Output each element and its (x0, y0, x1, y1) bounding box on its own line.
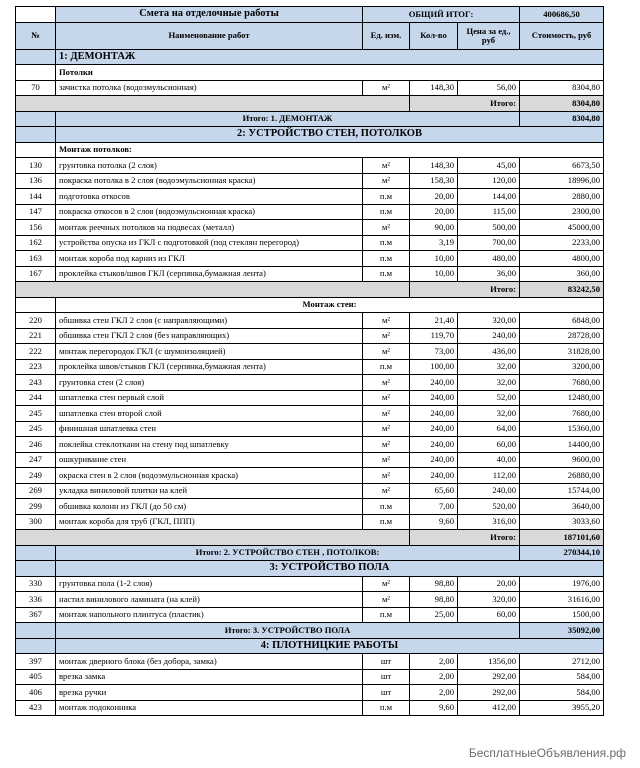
row-quantity: 2,00 (410, 685, 458, 701)
row-cost: 18996,00 (520, 173, 604, 189)
section-total-label: Итого: 2. УСТРОЙСТВО СТЕН , ПОТОЛКОВ: (56, 545, 520, 561)
row-cost: 6673,50 (520, 158, 604, 174)
row-cost: 26880,00 (520, 468, 604, 484)
row-number: 247 (16, 452, 56, 468)
section-spacer (16, 561, 56, 577)
row-name: покраска откосов в 2 слоя (водоэмульсионная краска) (56, 204, 363, 220)
watermark: БесплатныеОбъявления.рф (468, 746, 626, 760)
subtotal-label: Итого: (410, 530, 520, 546)
row-number: 156 (16, 220, 56, 236)
row-price: 120,00 (458, 173, 520, 189)
row-unit: п.м (363, 499, 410, 515)
table-row (16, 685, 604, 701)
row-quantity: 240,00 (410, 437, 458, 453)
row-quantity: 10,00 (410, 266, 458, 282)
row-unit: п.м (363, 700, 410, 716)
row-unit: п.м (363, 189, 410, 205)
row-cost: 28728,00 (520, 328, 604, 344)
row-unit: м² (363, 576, 410, 592)
row-cost: 1976,00 (520, 576, 604, 592)
row-price: 60,00 (458, 607, 520, 623)
grand-total-value: 400686,50 (520, 7, 604, 23)
row-price: 1356,00 (458, 654, 520, 670)
estimate-table (15, 6, 604, 716)
row-price: 32,00 (458, 406, 520, 422)
section-total-row (16, 545, 604, 561)
group-title: Потолки (56, 65, 604, 81)
section-header (16, 638, 604, 654)
row-cost: 9600,00 (520, 452, 604, 468)
header-number: № (16, 22, 56, 49)
table-row (16, 437, 604, 453)
row-unit: м² (363, 173, 410, 189)
row-quantity: 21,40 (410, 313, 458, 329)
section-total-value: 270344,10 (520, 545, 604, 561)
row-price: 32,00 (458, 375, 520, 391)
table-row (16, 700, 604, 716)
row-cost: 14400,00 (520, 437, 604, 453)
row-name: поклейка стеклоткани на стену под шпатлевку (56, 437, 363, 453)
row-price: 436,00 (458, 344, 520, 360)
row-number: 220 (16, 313, 56, 329)
grand-total-label: ОБЩИЙ ИТОГ: (363, 7, 520, 23)
row-unit: м² (363, 468, 410, 484)
row-price: 700,00 (458, 235, 520, 251)
subtotal-spacer (16, 96, 410, 112)
row-number: 367 (16, 607, 56, 623)
table-row (16, 189, 604, 205)
row-quantity: 100,00 (410, 359, 458, 375)
total-spacer (16, 623, 56, 639)
row-cost: 15744,00 (520, 483, 604, 499)
table-row (16, 204, 604, 220)
row-number: 130 (16, 158, 56, 174)
row-unit: м² (363, 158, 410, 174)
row-price: 20,00 (458, 576, 520, 592)
row-price: 45,00 (458, 158, 520, 174)
section-total-row (16, 623, 604, 639)
row-cost: 2233,00 (520, 235, 604, 251)
row-cost: 31828,00 (520, 344, 604, 360)
table-row (16, 266, 604, 282)
row-quantity: 158,30 (410, 173, 458, 189)
row-quantity: 148,30 (410, 80, 458, 96)
row-price: 240,00 (458, 483, 520, 499)
subtotal-label: Итого: (410, 282, 520, 298)
row-name: монтаж напольного плинтуса (пластик) (56, 607, 363, 623)
row-name: врезка ручки (56, 685, 363, 701)
row-quantity: 10,00 (410, 251, 458, 267)
row-unit: шт (363, 669, 410, 685)
section-total-label: Итого: 3. УСТРОЙСТВО ПОЛА (56, 623, 520, 639)
row-number: 246 (16, 437, 56, 453)
row-unit: п.м (363, 359, 410, 375)
row-number: 243 (16, 375, 56, 391)
row-cost: 7680,00 (520, 406, 604, 422)
subtotal-row (16, 530, 604, 546)
row-cost: 360,00 (520, 266, 604, 282)
table-row (16, 235, 604, 251)
section-title: 1: ДЕМОНТАЖ (56, 49, 604, 65)
subtotal-value: 187101,60 (520, 530, 604, 546)
row-cost: 8304,80 (520, 80, 604, 96)
section-title: 2: УСТРОЙСТВО СТЕН, ПОТОЛКОВ (56, 127, 604, 143)
row-price: 292,00 (458, 685, 520, 701)
row-name: грунтовка пола (1-2 слоя) (56, 576, 363, 592)
row-name: монтаж перегородок ГКЛ (с шумоизоляцией) (56, 344, 363, 360)
row-number: 221 (16, 328, 56, 344)
row-cost: 2712,00 (520, 654, 604, 670)
row-number: 244 (16, 390, 56, 406)
row-cost: 4800,00 (520, 251, 604, 267)
table-row (16, 251, 604, 267)
row-unit: м² (363, 483, 410, 499)
subtotal-row (16, 282, 604, 298)
row-name: грунтовка потолка (2 слоя) (56, 158, 363, 174)
row-name: зачистка потолка (водоэмульсионная) (56, 80, 363, 96)
row-name: врезка замка (56, 669, 363, 685)
row-number: 406 (16, 685, 56, 701)
row-name: монтаж реечных потолков на подвесах (металл) (56, 220, 363, 236)
row-price: 64,00 (458, 421, 520, 437)
group-spacer (16, 65, 56, 81)
row-price: 240,00 (458, 328, 520, 344)
row-name: финишная шпатлевка стен (56, 421, 363, 437)
table-row (16, 220, 604, 236)
row-number: 423 (16, 700, 56, 716)
row-name: обшивка колонн из ГКЛ (до 50 см) (56, 499, 363, 515)
row-cost: 584,00 (520, 669, 604, 685)
row-number: 299 (16, 499, 56, 515)
row-name: покраска потолка в 2 слоя (водоэмульсионная краска) (56, 173, 363, 189)
row-unit: шт (363, 654, 410, 670)
row-price: 52,00 (458, 390, 520, 406)
row-unit: п.м (363, 266, 410, 282)
row-unit: шт (363, 685, 410, 701)
header-unit: Ед. изм. (363, 22, 410, 49)
total-spacer (16, 545, 56, 561)
row-unit: м² (363, 80, 410, 96)
table-row (16, 359, 604, 375)
row-quantity: 3,19 (410, 235, 458, 251)
row-quantity: 240,00 (410, 421, 458, 437)
table-row (16, 375, 604, 391)
row-quantity: 7,00 (410, 499, 458, 515)
row-number: 222 (16, 344, 56, 360)
table-row (16, 592, 604, 608)
row-quantity: 119,70 (410, 328, 458, 344)
row-quantity: 240,00 (410, 468, 458, 484)
table-row (16, 514, 604, 530)
subtotal-value: 8304,80 (520, 96, 604, 112)
row-name: ошкуривание стен (56, 452, 363, 468)
section-spacer (16, 49, 56, 65)
row-quantity: 240,00 (410, 406, 458, 422)
row-number: 162 (16, 235, 56, 251)
row-cost: 2300,00 (520, 204, 604, 220)
row-name: проклейка стыков/швов ГКЛ (серпянка,бумажная лента) (56, 266, 363, 282)
table-row (16, 313, 604, 329)
row-unit: м² (363, 390, 410, 406)
row-unit: м² (363, 437, 410, 453)
group-spacer (16, 142, 56, 158)
row-price: 292,00 (458, 669, 520, 685)
row-unit: п.м (363, 251, 410, 267)
row-price: 115,00 (458, 204, 520, 220)
row-cost: 7680,00 (520, 375, 604, 391)
row-cost: 6848,00 (520, 313, 604, 329)
header-quantity: Кол-во (410, 22, 458, 49)
header-price: Цена за ед., руб (458, 22, 520, 49)
row-number: 147 (16, 204, 56, 220)
row-cost: 1500,00 (520, 607, 604, 623)
row-name: настил винилового ламината (на клей) (56, 592, 363, 608)
row-name: шпатлевка стен первый слой (56, 390, 363, 406)
table-row (16, 669, 604, 685)
row-unit: п.м (363, 607, 410, 623)
row-quantity: 240,00 (410, 390, 458, 406)
total-spacer (16, 111, 56, 127)
row-name: подготовка откосов (56, 189, 363, 205)
row-name: окраска стен в 2 слоя (водоэмульсионная краска) (56, 468, 363, 484)
table-row (16, 499, 604, 515)
row-cost: 3640,00 (520, 499, 604, 515)
row-unit: м² (363, 406, 410, 422)
row-number: 167 (16, 266, 56, 282)
group-title: Монтаж потолков: (56, 142, 604, 158)
row-name: монтаж подоконника (56, 700, 363, 716)
group-header (16, 297, 604, 313)
row-name: устройства опуска из ГКЛ с подготовкой (под стеклян перегород) (56, 235, 363, 251)
subtotal-spacer (16, 530, 410, 546)
row-price: 60,00 (458, 437, 520, 453)
group-spacer (16, 297, 56, 313)
header-cost: Стоимость, руб (520, 22, 604, 49)
row-price: 500,00 (458, 220, 520, 236)
row-quantity: 65,60 (410, 483, 458, 499)
group-header (16, 142, 604, 158)
row-unit: м² (363, 328, 410, 344)
row-cost: 584,00 (520, 685, 604, 701)
row-quantity: 90,00 (410, 220, 458, 236)
row-number: 144 (16, 189, 56, 205)
section-spacer (16, 638, 56, 654)
section-total-value: 8304,80 (520, 111, 604, 127)
row-unit: м² (363, 220, 410, 236)
row-cost: 31616,00 (520, 592, 604, 608)
row-number: 223 (16, 359, 56, 375)
subtotal-row (16, 96, 604, 112)
row-name: обшивка стен ГКЛ 2 слоя (с направляющими) (56, 313, 363, 329)
row-cost: 15360,00 (520, 421, 604, 437)
estimate-title: Смета на отделочные работы (56, 7, 363, 23)
row-name: монтаж дверного блока (без добора, замка) (56, 654, 363, 670)
row-name: обшивка стен ГКЛ 2 слоя (без направляющих) (56, 328, 363, 344)
table-row (16, 654, 604, 670)
row-quantity: 20,00 (410, 189, 458, 205)
row-cost: 3033,60 (520, 514, 604, 530)
subtotal-value: 83242,50 (520, 282, 604, 298)
table-row (16, 483, 604, 499)
row-unit: м² (363, 452, 410, 468)
row-name: проклейка швов/стыков ГКЛ (серпянка,бумажная лента) (56, 359, 363, 375)
table-row (16, 173, 604, 189)
table-row (16, 406, 604, 422)
row-quantity: 148,30 (410, 158, 458, 174)
row-price: 320,00 (458, 592, 520, 608)
row-number: 245 (16, 421, 56, 437)
subtotal-label: Итого: (410, 96, 520, 112)
row-name: монтаж короба для труб (ГКЛ, ППП) (56, 514, 363, 530)
row-price: 320,00 (458, 313, 520, 329)
row-price: 520,00 (458, 499, 520, 515)
row-number: 330 (16, 576, 56, 592)
row-cost: 12480,00 (520, 390, 604, 406)
section-header (16, 561, 604, 577)
row-unit: п.м (363, 204, 410, 220)
row-price: 36,00 (458, 266, 520, 282)
row-cost: 3200,00 (520, 359, 604, 375)
row-number: 300 (16, 514, 56, 530)
section-spacer (16, 127, 56, 143)
row-name: монтаж короба под карниз из ГКЛ (56, 251, 363, 267)
row-quantity: 98,80 (410, 592, 458, 608)
row-name: укладка виниловой плитки на клей (56, 483, 363, 499)
row-quantity: 240,00 (410, 452, 458, 468)
group-title: Монтаж стен: (56, 297, 604, 313)
row-number: 163 (16, 251, 56, 267)
row-price: 32,00 (458, 359, 520, 375)
row-unit: п.м (363, 514, 410, 530)
row-cost: 3955,20 (520, 700, 604, 716)
section-total-label: Итого: 1. ДЕМОНТАЖ (56, 111, 520, 127)
row-quantity: 2,00 (410, 669, 458, 685)
row-number: 336 (16, 592, 56, 608)
row-number: 397 (16, 654, 56, 670)
row-quantity: 25,00 (410, 607, 458, 623)
table-row (16, 421, 604, 437)
row-price: 316,00 (458, 514, 520, 530)
row-number: 70 (16, 80, 56, 96)
row-unit: м² (363, 375, 410, 391)
row-quantity: 20,00 (410, 204, 458, 220)
section-header (16, 49, 604, 65)
row-unit: п.м (363, 235, 410, 251)
table-row (16, 452, 604, 468)
row-price: 40,00 (458, 452, 520, 468)
row-price: 480,00 (458, 251, 520, 267)
row-unit: м² (363, 592, 410, 608)
row-unit: м² (363, 313, 410, 329)
section-title: 4: ПЛОТНИЦКИЕ РАБОТЫ (56, 638, 604, 654)
row-cost: 45000,00 (520, 220, 604, 236)
row-cost: 2880,00 (520, 189, 604, 205)
row-number: 245 (16, 406, 56, 422)
row-quantity: 98,80 (410, 576, 458, 592)
row-name: грунтовка стен (2 слоя) (56, 375, 363, 391)
table-row (16, 607, 604, 623)
table-row (16, 80, 604, 96)
row-quantity: 240,00 (410, 375, 458, 391)
row-name: шпатлевка стен второй слой (56, 406, 363, 422)
row-quantity: 9,60 (410, 700, 458, 716)
row-price: 56,00 (458, 80, 520, 96)
section-header (16, 127, 604, 143)
section-total-value: 35092,00 (520, 623, 604, 639)
row-quantity: 9,60 (410, 514, 458, 530)
row-quantity: 73,00 (410, 344, 458, 360)
row-unit: м² (363, 421, 410, 437)
section-total-row (16, 111, 604, 127)
header-name: Наименование работ (56, 22, 363, 49)
section-title: 3: УСТРОЙСТВО ПОЛА (56, 561, 604, 577)
table-row (16, 576, 604, 592)
table-row (16, 158, 604, 174)
row-number: 405 (16, 669, 56, 685)
row-number: 136 (16, 173, 56, 189)
table-row (16, 328, 604, 344)
row-price: 112,00 (458, 468, 520, 484)
table-row (16, 468, 604, 484)
row-quantity: 2,00 (410, 654, 458, 670)
row-unit: м² (363, 344, 410, 360)
row-number: 249 (16, 468, 56, 484)
group-header (16, 65, 604, 81)
row-price: 144,00 (458, 189, 520, 205)
row-number: 269 (16, 483, 56, 499)
table-row (16, 344, 604, 360)
subtotal-spacer (16, 282, 410, 298)
table-row (16, 390, 604, 406)
row-price: 412,00 (458, 700, 520, 716)
